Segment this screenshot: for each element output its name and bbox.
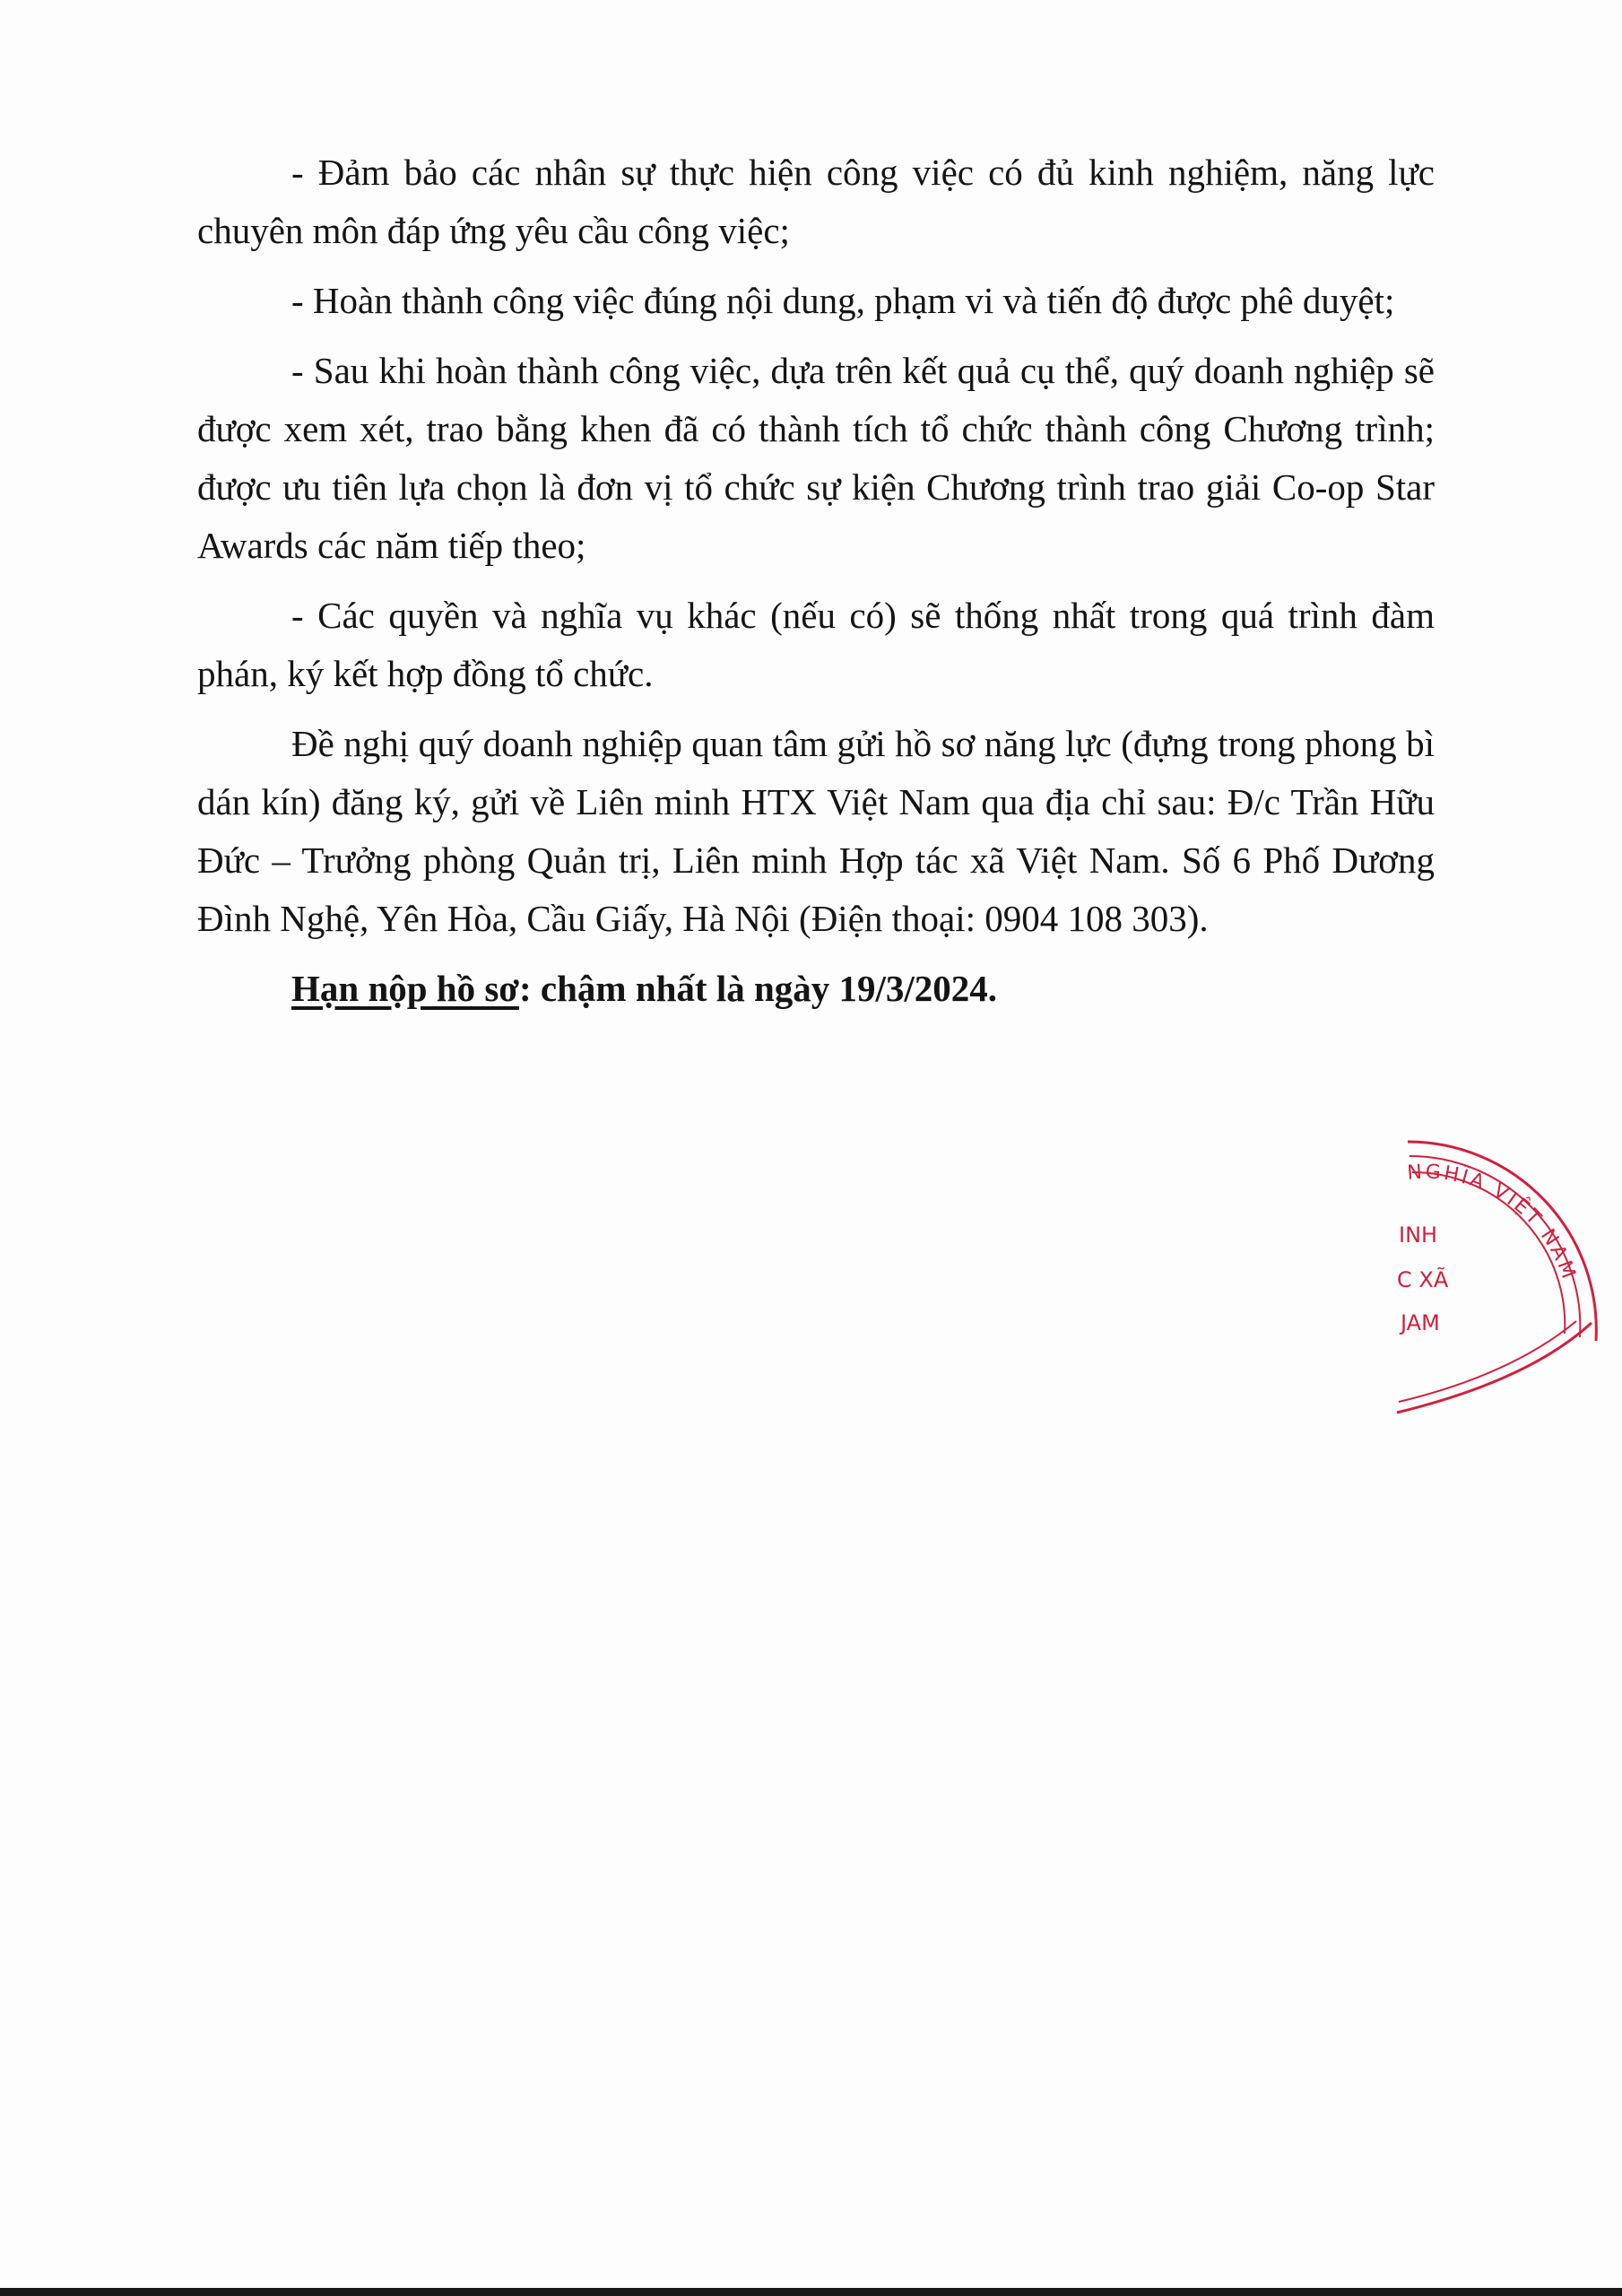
paragraph-staff-qualification: - Đảm bảo các nhân sự thực hiện công việc có đủ kinh nghiệm, năng lực chuyên môn đáp ứng yêu cầu công việc; bbox=[197, 152, 1435, 251]
stamp-line-1: INH bbox=[1399, 1222, 1438, 1248]
paragraph-complete-work: - Hoàn thành công việc đúng nội dung, phạm vi và tiến độ được phê duyệt; bbox=[291, 280, 1395, 321]
paragraph-submission-address: Đề nghị quý doanh nghiệp quan tâm gửi hồ sơ năng lực (đựng trong phong bì dán kín) đăng ký, gửi về Liên minh HTX Việt Nam qua địa chỉ sau: Đ/c Trần Hữu Đức – Trưởng phòng Quản trị, Liên minh Hợp tác xã Việt Nam. Số 6 Phố Dương Đình Nghệ, Yên Hòa, Cầu Giấy, Hà Nội (Điện thoại: 0904 108 303). bbox=[197, 723, 1435, 939]
stamp-line-2: C XÃ bbox=[1397, 1267, 1449, 1292]
document-body bbox=[197, 144, 1435, 1018]
paragraph-other-rights: - Các quyền và nghĩa vụ khác (nếu có) sẽ thống nhất trong quá trình đàm phán, ký kết hợp đồng tổ chức. bbox=[197, 595, 1435, 694]
deadline-text: : chậm nhất là ngày 19/3/2024. bbox=[519, 968, 998, 1009]
deadline-label: Hạn nộp hồ sơ bbox=[291, 968, 520, 1009]
submission-deadline bbox=[197, 960, 1435, 1018]
red-seal-stamp bbox=[1372, 1126, 1605, 1431]
paragraph-award-priority: - Sau khi hoàn thành công việc, dựa trên kết quả cụ thể, quý doanh nghiệp sẽ được xem xét, trao bằng khen đã có thành tích tổ chức thành công Chương trình; được ưu tiên lựa chọn là đơn vị tổ chức sự kiện Chương trình trao giải Co-op Star Awards các năm tiếp theo; bbox=[197, 350, 1435, 566]
scan-edge-line bbox=[0, 2288, 1622, 2296]
stamp-line-3: JAM bbox=[1401, 1310, 1440, 1335]
stamp-ring-text: NGHĨA VIỆT NAM bbox=[1406, 1161, 1581, 1284]
